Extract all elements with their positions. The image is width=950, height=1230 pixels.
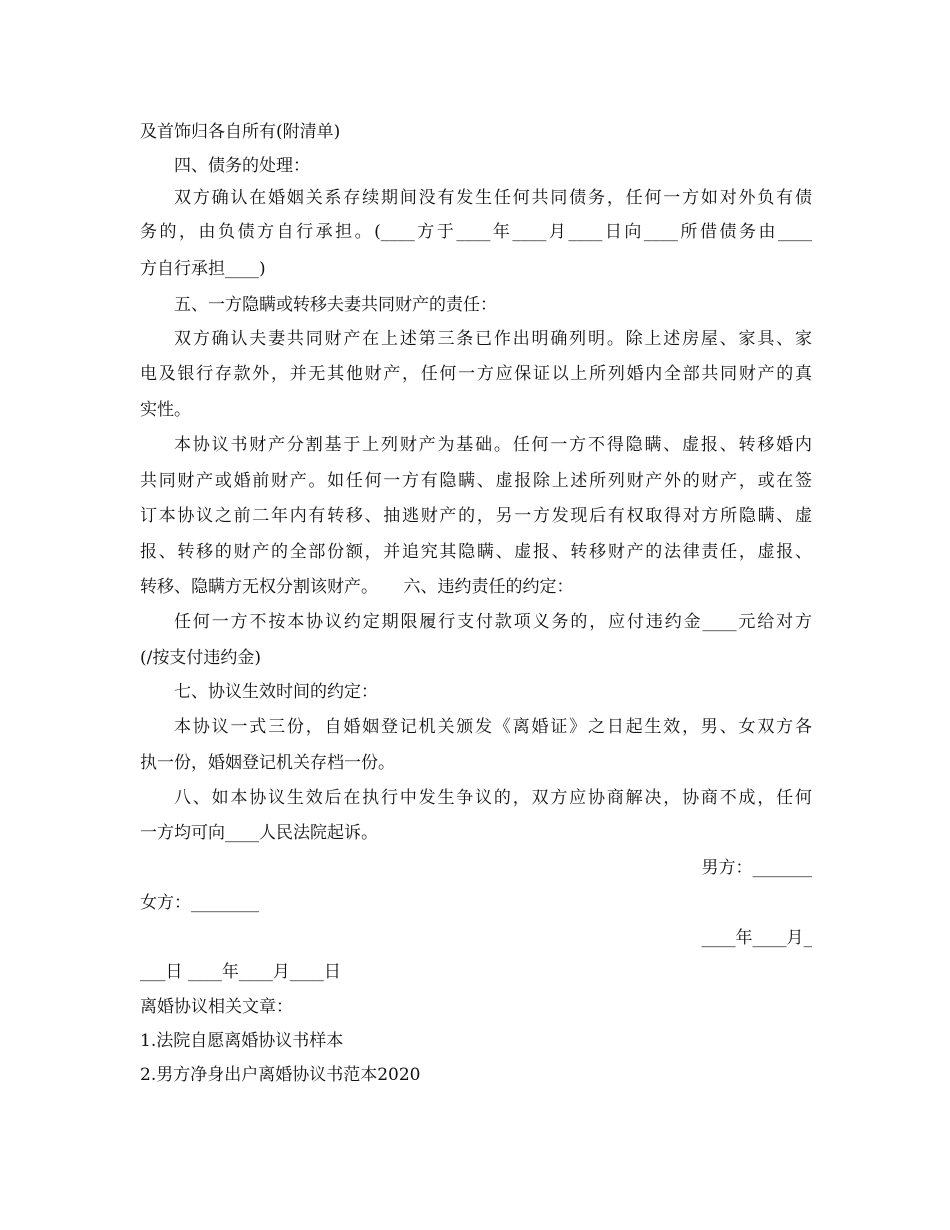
section-heading: 四、债务的处理： <box>174 156 310 176</box>
related-articles-heading: 离婚协议相关文章： <box>140 997 293 1017</box>
signature-date-line: ___日 ____年____月____日 <box>140 962 341 982</box>
paragraph-line: 八、如本协议生效后在执行中发生争议的，双方应协商解决，协商不成，任何 <box>174 788 812 808</box>
paragraph-line: 务的，由负债方自行承担。(____方于____年____月____日向____所借债务由____ <box>140 222 812 242</box>
paragraph-line: 任何一方不按本协议约定期限履行支付款项义务的，应付违约金____元给对方 <box>174 612 812 632</box>
paragraph-line: 本协议书财产分割基于上列财产为基础。任何一方不得隐瞒、虚报、转移婚内 <box>174 435 812 455</box>
paragraph-line: 双方确认夫妻共同财产在上述第三条已作出明确列明。除上述房屋、家具、家 <box>174 329 812 349</box>
related-article-link[interactable]: 1.法院自愿离婚协议书样本 <box>140 1031 344 1051</box>
paragraph-line: 及首饰归各自所有(附清单) <box>140 122 341 142</box>
signature-date-line: ____年____月_ <box>701 928 812 948</box>
paragraph-line: 执一份，婚姻登记机关存档一份。 <box>140 753 395 773</box>
paragraph-line: 共同财产或婚前财产。如任何一方有隐瞒、虚报除上述所列财产外的财产，或在签 <box>140 471 812 491</box>
paragraph-line: (/按支付违约金) <box>140 648 261 668</box>
paragraph-line: 方自行承担____) <box>140 259 266 279</box>
female-party-signature: 女方：________ <box>140 893 259 913</box>
paragraph-line: 转移、隐瞒方无权分割该财产。 六、违约责任的约定： <box>140 577 574 597</box>
paragraph-line: 本协议一式三份，自婚姻登记机关颁发《离婚证》之日起生效，男、女双方各 <box>174 717 812 737</box>
paragraph-line: 实性。 <box>140 400 191 420</box>
section-heading: 五、一方隐瞒或转移夫妻共同财产的责任： <box>174 295 497 315</box>
paragraph-line: 一方均可向____人民法院起诉。 <box>140 823 378 843</box>
section-heading: 七、协议生效时间的约定： <box>174 682 378 702</box>
paragraph-line: 报、转移的财产的全部份额，并追究其隐瞒、虚报、转移财产的法律责任，虚报、 <box>140 542 812 562</box>
paragraph-line: 双方确认在婚姻关系存续期间没有发生任何共同债务，任何一方如对外负有债 <box>174 188 812 208</box>
paragraph-line: 电及银行存款外，并无其他财产，任何一方应保证以上所列婚内全部共同财产的真 <box>140 364 812 384</box>
related-article-link[interactable]: 2.男方净身出户离婚协议书范本2020 <box>140 1065 421 1085</box>
male-party-signature: 男方：_______ <box>701 858 812 878</box>
paragraph-line: 订本协议之前二年内有转移、抽逃财产的，另一方发现后有权取得对方所隐瞒、虚 <box>140 506 812 526</box>
